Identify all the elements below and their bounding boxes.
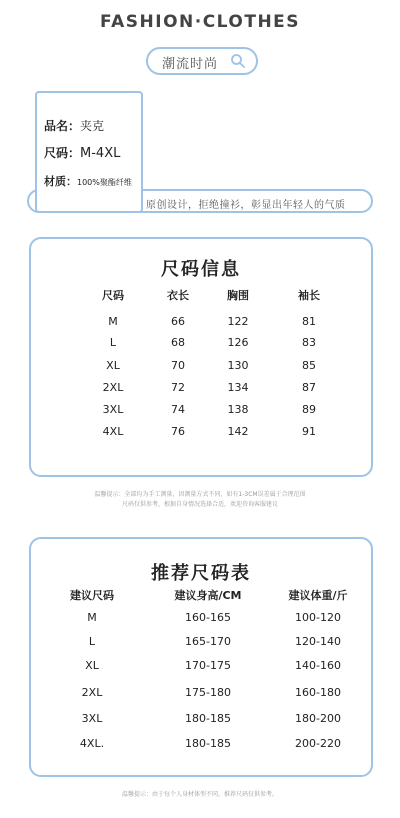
recommend-cell: 140-160 [295,659,341,672]
product-material-row [44,173,132,189]
recommend-cell: 200-220 [295,737,341,750]
size-info-cell: 74 [171,403,185,416]
size-info-title: 尺码信息 [161,259,241,280]
size-info-cell: 68 [171,336,185,349]
size-note-line2: 尺码仅供参考，根据自身情况选择合适，欢迎咨询客服建议 [121,501,278,508]
recommend-cell: 2XL [81,686,103,699]
size-info-cell: 70 [171,359,185,372]
size-info-cell: XL [106,359,120,372]
recommend-title: 推荐尺码表 [151,563,251,584]
recommend-cell: XL [85,659,99,672]
size-info-cell: 4XL [102,425,124,438]
size-info-cell: 3XL [102,403,124,416]
recommend-cell: 170-175 [185,659,231,672]
tag-label: 潮流时尚 [162,57,219,72]
product-name-value: 夹克 [80,119,105,133]
recommend-cell: 160-180 [295,686,341,699]
product-material-value: 100%聚酯纤维 [77,178,132,187]
size-info-header: 尺码 [102,289,124,302]
tag-pill [146,47,258,75]
size-info-cell: 76 [171,425,185,438]
size-info-cell: 2XL [102,381,124,394]
recommend-cell: L [88,635,96,648]
size-info-cell: 126 [227,336,249,349]
recommend-header: 建议身高/CM [174,589,242,602]
recommend-header: 建议尺码 [70,589,114,602]
recommend-cell: 175-180 [185,686,231,699]
product-name-row [44,117,104,134]
product-info-card [35,91,143,213]
size-info-header: 胸围 [227,289,249,302]
recommend-header: 建议体重/斤 [288,589,348,602]
recommend-cell: 120-140 [295,635,341,648]
size-info-cell: 91 [302,425,316,438]
recommend-cell: 160-165 [185,611,231,624]
recommend-cell: 180-185 [185,737,231,750]
size-info-header: 袖长 [298,289,320,302]
size-info-cell: 66 [171,315,185,328]
brand-title: FASHION·CLOTHES [99,12,301,32]
product-size-row [44,144,120,161]
recommend-note: 温馨提示：由于每个人身材体型不同，推荐尺码仅供参考。 [121,791,278,798]
size-info-cell: 89 [302,403,316,416]
size-info-cell: 81 [302,315,316,328]
size-info-header: 衣长 [167,289,189,302]
size-info-cell: 83 [302,336,316,349]
size-info-cell: 134 [227,381,249,394]
size-info-cell: 85 [302,359,316,372]
size-info-cell: 130 [227,359,249,372]
size-info-cell: 138 [227,403,249,416]
recommend-cell: 180-185 [185,712,231,725]
recommend-cell: 3XL [81,712,103,725]
product-size-value: M-4XL [80,146,121,161]
size-info-cell: 87 [302,381,316,394]
size-info-cell: L [109,336,117,349]
recommend-cell: 180-200 [295,712,341,725]
size-note-line1: 温馨提示：全部均为手工测量，因测量方式不同，如有1-3CM误差属于合理范围 [94,491,306,498]
size-info-panel [29,237,373,477]
size-info-cell: 142 [227,425,249,438]
recommend-cell: 100-120 [295,611,341,624]
product-size-key: 尺码： [44,146,81,160]
size-info-cell: 122 [227,315,249,328]
slogan-text: 原创设计，拒绝撞衫，彰显出年轻人的气质 [146,200,346,211]
product-name-key: 品名： [44,119,81,133]
size-info-cell: 72 [171,381,185,394]
recommend-cell: 4XL. [79,737,105,750]
product-material-key: 材质： [44,175,77,188]
recommend-panel [29,537,373,777]
recommend-cell: M [87,611,97,624]
size-info-cell: M [108,315,118,328]
search-icon [230,53,246,69]
recommend-cell: 165-170 [185,635,231,648]
